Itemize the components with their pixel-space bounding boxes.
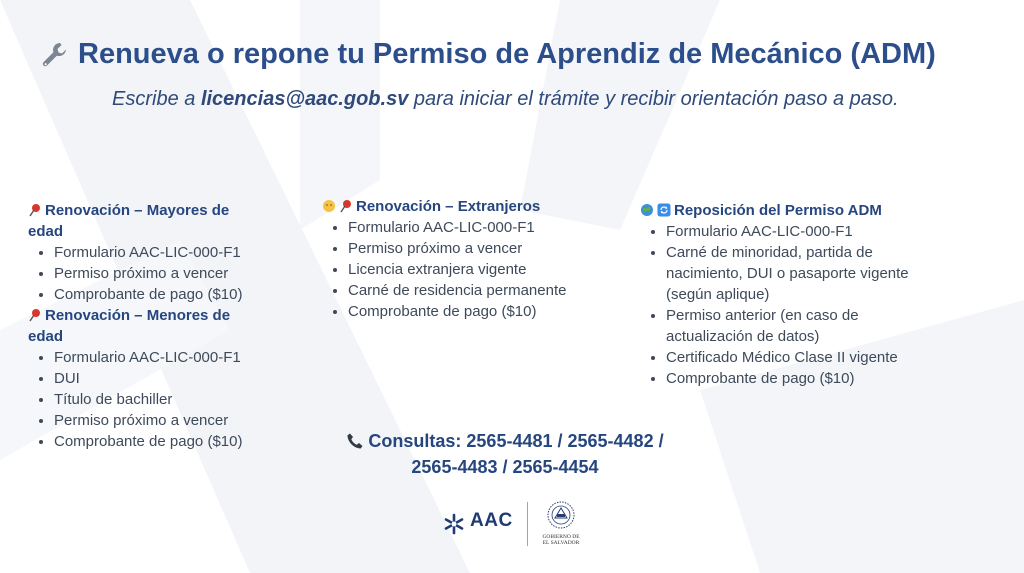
list-item: • Título de bachiller [54,389,268,410]
subtitle [112,88,992,111]
list-item: • Comprobante de pago ($10) [54,431,268,452]
section-heading: Renovación – Mayores de edad [28,202,230,240]
requirements-list [28,242,268,305]
list-item: • Permiso próximo a vencer [54,263,268,284]
list-item: • DUI [54,368,268,389]
list-item: • Permiso anterior (en caso de actualización de datos) [666,305,940,347]
list-item: • Comprobante de pago ($10) [666,368,940,389]
list-item: • Permiso próximo a vencer [54,410,268,431]
list-item: • Formulario AAC-LIC-000-F1 [666,221,940,242]
list-item: • Comprobante de pago ($10) [348,301,612,322]
gov-logo-text: GOBIERNO DE EL SALVADOR [542,534,580,546]
column-reposicion [640,200,940,389]
refresh-icon [657,203,671,217]
list-item: • Carné de residencia permanente [348,280,612,301]
requirements-list [640,221,940,389]
requirements-list [28,347,268,452]
subtitle-suffix: para iniciar el trámite y recibir orientación paso a paso. [408,88,899,110]
wrench-icon [40,40,70,70]
list-item: • Formulario AAC-LIC-000-F1 [54,347,268,368]
title-text: Renueva o repone tu Permiso de Aprendiz de Mecánico (ADM) [78,38,936,70]
aac-star-icon [442,512,466,536]
subtitle-prefix: Escribe a [112,88,201,110]
person-icon [322,199,336,213]
list-item: • Carné de minoridad, partida de nacimiento, DUI o pasaporte vigente (según aplique) [666,242,940,305]
footer-logos [440,498,590,548]
contact-line-1: Consultas: 2565-4481 / 2565-4482 / [368,431,664,451]
list-item: • Licencia extranjera vigente [348,259,612,280]
section-heading: Renovación – Extranjeros [322,196,612,217]
email-link[interactable]: licencias@aac.gob.sv [200,88,409,110]
requirements-list [322,217,612,322]
list-item: • Certificado Médico Clase II vigente [666,347,940,368]
logo-divider [527,502,528,546]
pushpin-icon [28,203,42,217]
section-heading: Reposición del Permiso ADM [640,200,940,221]
list-item: • Formulario AAC-LIC-000-F1 [54,242,268,263]
contact-info [300,428,710,480]
list-item: • Permiso próximo a vencer [348,238,612,259]
contact-line-2: 2565-4483 / 2565-4454 [411,457,599,477]
section-heading: Renovación – Menores de edad [28,307,231,345]
column-renovacion-extranjeros [322,196,612,322]
pushpin-icon [28,308,42,322]
column-renovacion-nacionales [28,200,268,452]
el-salvador-seal-icon [546,500,576,530]
aac-logo-text: AAC [470,510,513,531]
list-item: • Comprobante de pago ($10) [54,284,268,305]
globe-icon [640,203,654,217]
pushpin-icon [339,199,353,213]
page-title [40,38,1000,71]
list-item: • Formulario AAC-LIC-000-F1 [348,217,612,238]
phone-icon [346,432,364,450]
